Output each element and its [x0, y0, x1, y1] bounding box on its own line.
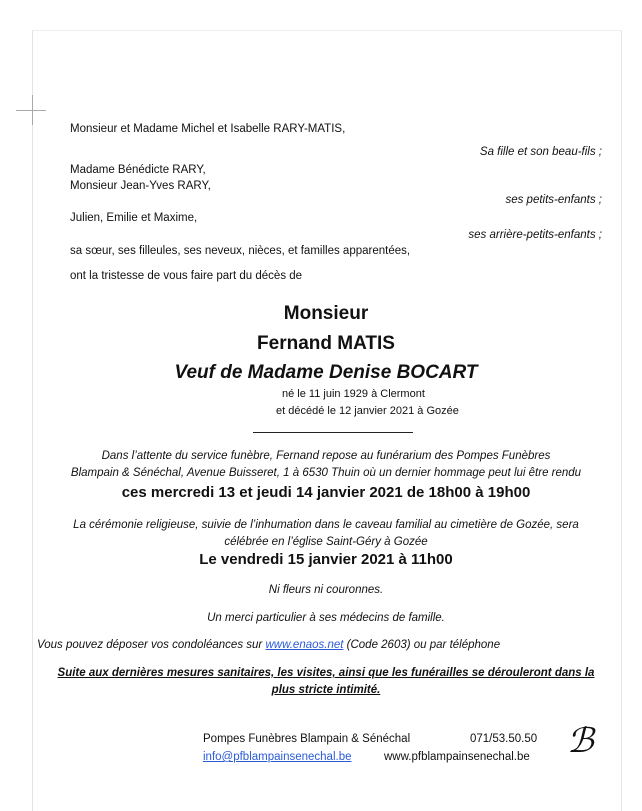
- visit-text-2: Blampain & Sénéchal, Avenue Buisseret, 1 à 6530 Thuin où un dernier hommage peut lui être rendu: [70, 467, 582, 479]
- family-line-relatives: sa sœur, ses filleules, ses neveux, nièces, et familles apparentées,: [70, 245, 411, 257]
- intro-text: ont la tristesse de vous faire part du décès de: [70, 270, 303, 282]
- crop-mark: [32, 95, 33, 125]
- flowers-note: Ni fleurs ni couronnes.: [268, 584, 384, 596]
- company-logo: ℬ: [567, 721, 594, 761]
- condolences-code: (Code 2603) ou par téléphone: [343, 639, 501, 651]
- company-name: Pompes Funèbres Blampain & Sénéchal: [203, 733, 411, 745]
- family-line-grandchild-1: Madame Bénédicte RARY,: [70, 164, 206, 176]
- company-email-link[interactable]: info@pfblampainsenechal.be: [203, 751, 352, 763]
- role-daughter: Sa fille et son beau-fils ;: [479, 146, 602, 158]
- birth-info: né le 11 juin 1929 à Clermont: [282, 388, 425, 400]
- deceased-spouse: Veuf de Madame Denise BOCART: [174, 362, 478, 383]
- visit-text-1: Dans l’attente du service funèbre, Fernand repose au funérarium des Pompes Funèbres: [101, 450, 551, 462]
- deceased-name: Fernand MATIS: [257, 333, 395, 354]
- condolences-note: [37, 639, 500, 651]
- condolences-text: Vous pouvez déposer vos condoléances sur: [37, 639, 266, 651]
- company-phone: 071/53.50.50: [470, 733, 538, 745]
- ceremony-text-1: La cérémonie religieuse, suivie de l’inhumation dans le caveau familial au cimetière de Gozée, sera: [73, 519, 579, 531]
- ceremony-text-2: célébrée en l’église Saint-Géry à Gozée: [224, 536, 428, 548]
- family-line-great-grandchildren: Julien, Emilie et Maxime,: [70, 212, 198, 224]
- family-line-daughter: Monsieur et Madame Michel et Isabelle RARY-MATIS,: [70, 123, 346, 135]
- company-website: www.pfblampainsenechal.be: [384, 751, 530, 763]
- role-grandchildren: ses petits-enfants ;: [505, 194, 602, 206]
- crop-mark: [16, 110, 46, 111]
- visit-dates: ces mercredi 13 et jeudi 14 janvier 2021 de 18h00 à 19h00: [121, 484, 531, 501]
- thanks-note: Un merci particulier à ses médecins de famille.: [207, 612, 445, 624]
- divider: [253, 432, 413, 433]
- sanitary-notice-2: plus stricte intimité.: [271, 684, 381, 696]
- family-line-grandchild-2: Monsieur Jean-Yves RARY,: [70, 180, 211, 192]
- role-great-grandchildren: ses arrière-petits-enfants ;: [468, 229, 602, 241]
- enaos-link[interactable]: www.enaos.net: [265, 639, 344, 651]
- ceremony-date: Le vendredi 15 janvier 2021 à 11h00: [199, 551, 453, 568]
- death-info: et décédé le 12 janvier 2021 à Gozée: [276, 405, 459, 417]
- deceased-title: Monsieur: [283, 303, 369, 324]
- sanitary-notice-1: Suite aux dernières mesures sanitaires, les visites, ainsi que les funérailles se dérouleront dans la: [57, 667, 595, 679]
